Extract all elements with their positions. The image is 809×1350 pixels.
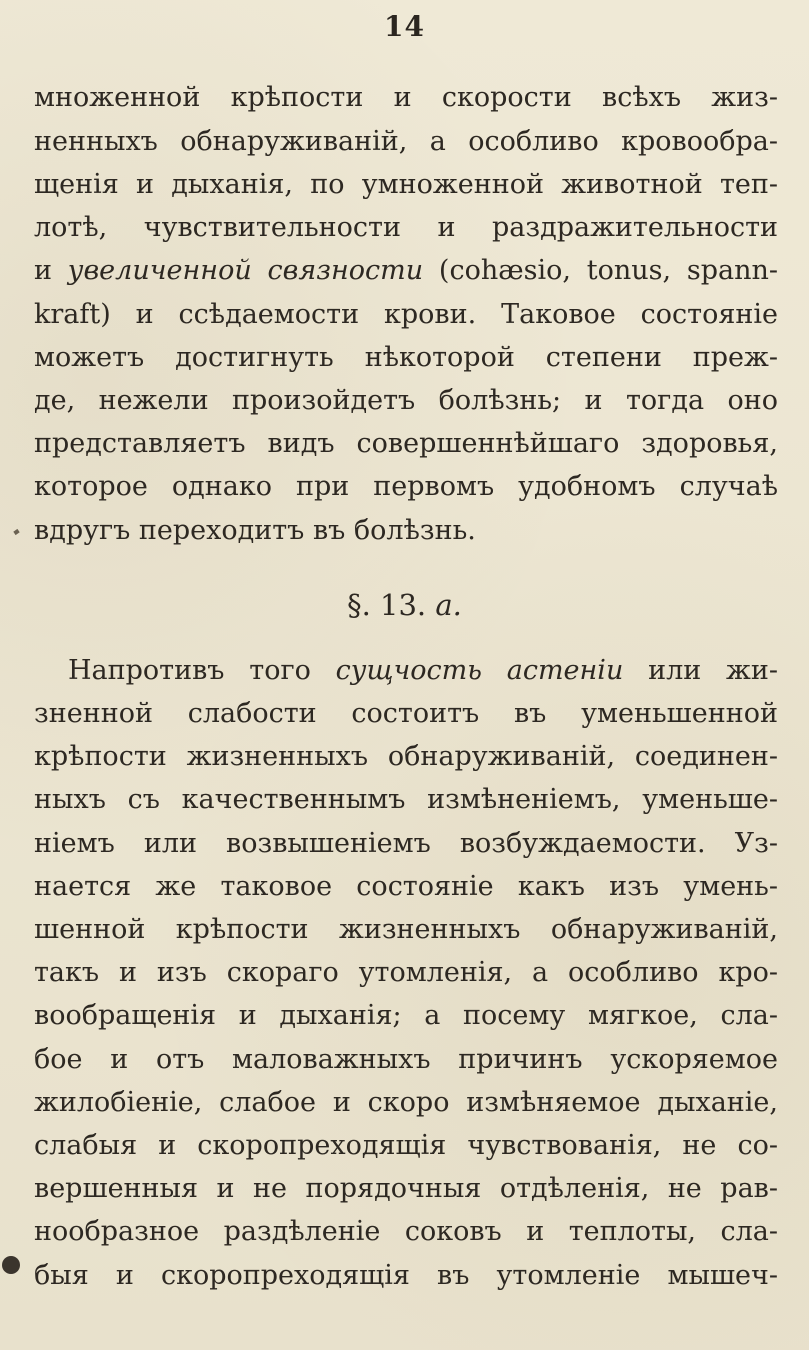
text-line: де, нежели произойдетъ болѣзнь; и тогда оно	[34, 385, 778, 416]
text-line: шенной крѣпости жизненныхъ обнаруживаній,	[34, 914, 778, 945]
text-line	[34, 252, 778, 290]
text-line: крѣпости жизненныхъ обнаруживаній, соединен-	[34, 741, 778, 772]
text-line: нообразное раздѣленіе соковъ и теплоты, сла-	[34, 1216, 778, 1247]
text-fragment: или жи-	[623, 655, 779, 686]
text-line: ненныхъ обнаруживаній, а особливо кровообра-	[34, 126, 778, 157]
text-line: нается же таковое состояніе какъ изъ умень-	[34, 871, 778, 902]
section-heading-letter: a.	[435, 588, 462, 622]
text-line: вдругъ переходитъ въ болѣзнь.	[34, 515, 476, 546]
text-line: вершенныя и не порядочныя отдѣленія, не рав-	[34, 1173, 778, 1204]
text-line: лотѣ, чувствительности и раздражительности	[34, 212, 778, 243]
text-line: жилобіеніе, слабое и скоро измѣняемое дыханіе,	[34, 1087, 778, 1118]
text-line: бое и отъ маловажныхъ причинъ ускоряемое	[34, 1044, 778, 1075]
text-line: множенной крѣпости и скорости всѣхъ жиз-	[34, 82, 778, 113]
text-line: которое однако при первомъ удобномъ случаѣ	[34, 471, 778, 502]
text-line: kraft) и ссѣдаемости крови. Таковое состояніе	[34, 299, 778, 330]
section-heading	[0, 586, 809, 624]
text-fragment: Напротивъ того	[68, 655, 336, 686]
text-line: представляетъ видъ совершеннѣйшаго здоровья,	[34, 428, 778, 459]
text-line: можетъ достигнуть нѣкоторой степени преж-	[34, 342, 778, 373]
text-line: зненной слабости состоитъ въ уменьшенной	[34, 698, 778, 729]
margin-mark	[13, 529, 19, 535]
text-fragment: (cohæsio, tonus, spann-	[423, 255, 778, 286]
page-number: 14	[384, 10, 425, 43]
text-line: щенія и дыханія, по умноженной животной теп-	[34, 169, 778, 200]
text-line: ныхъ съ качественнымъ измѣненіемъ, уменьше-	[34, 784, 778, 815]
italic-term: увеличенной связности	[67, 255, 424, 286]
text-fragment: и	[34, 255, 68, 286]
text-line: слабыя и скоропреходящія чувствованія, не со-	[34, 1130, 778, 1161]
ink-blot	[2, 1256, 20, 1274]
section-heading-number: §. 13.	[347, 588, 436, 622]
text-line: ніемъ или возвышеніемъ возбуждаемости. Уз-	[34, 828, 778, 859]
italic-term: сущчость астеніи	[335, 655, 624, 686]
text-line: вообращенія и дыханія; а посему мягкое, сла-	[34, 1000, 778, 1031]
paragraph-first-line	[68, 652, 778, 690]
text-line: такъ и изъ скораго утомленія, а особливо кро-	[34, 957, 778, 988]
text-line: быя и скоропреходящія въ утомленіе мышеч-	[34, 1260, 778, 1291]
